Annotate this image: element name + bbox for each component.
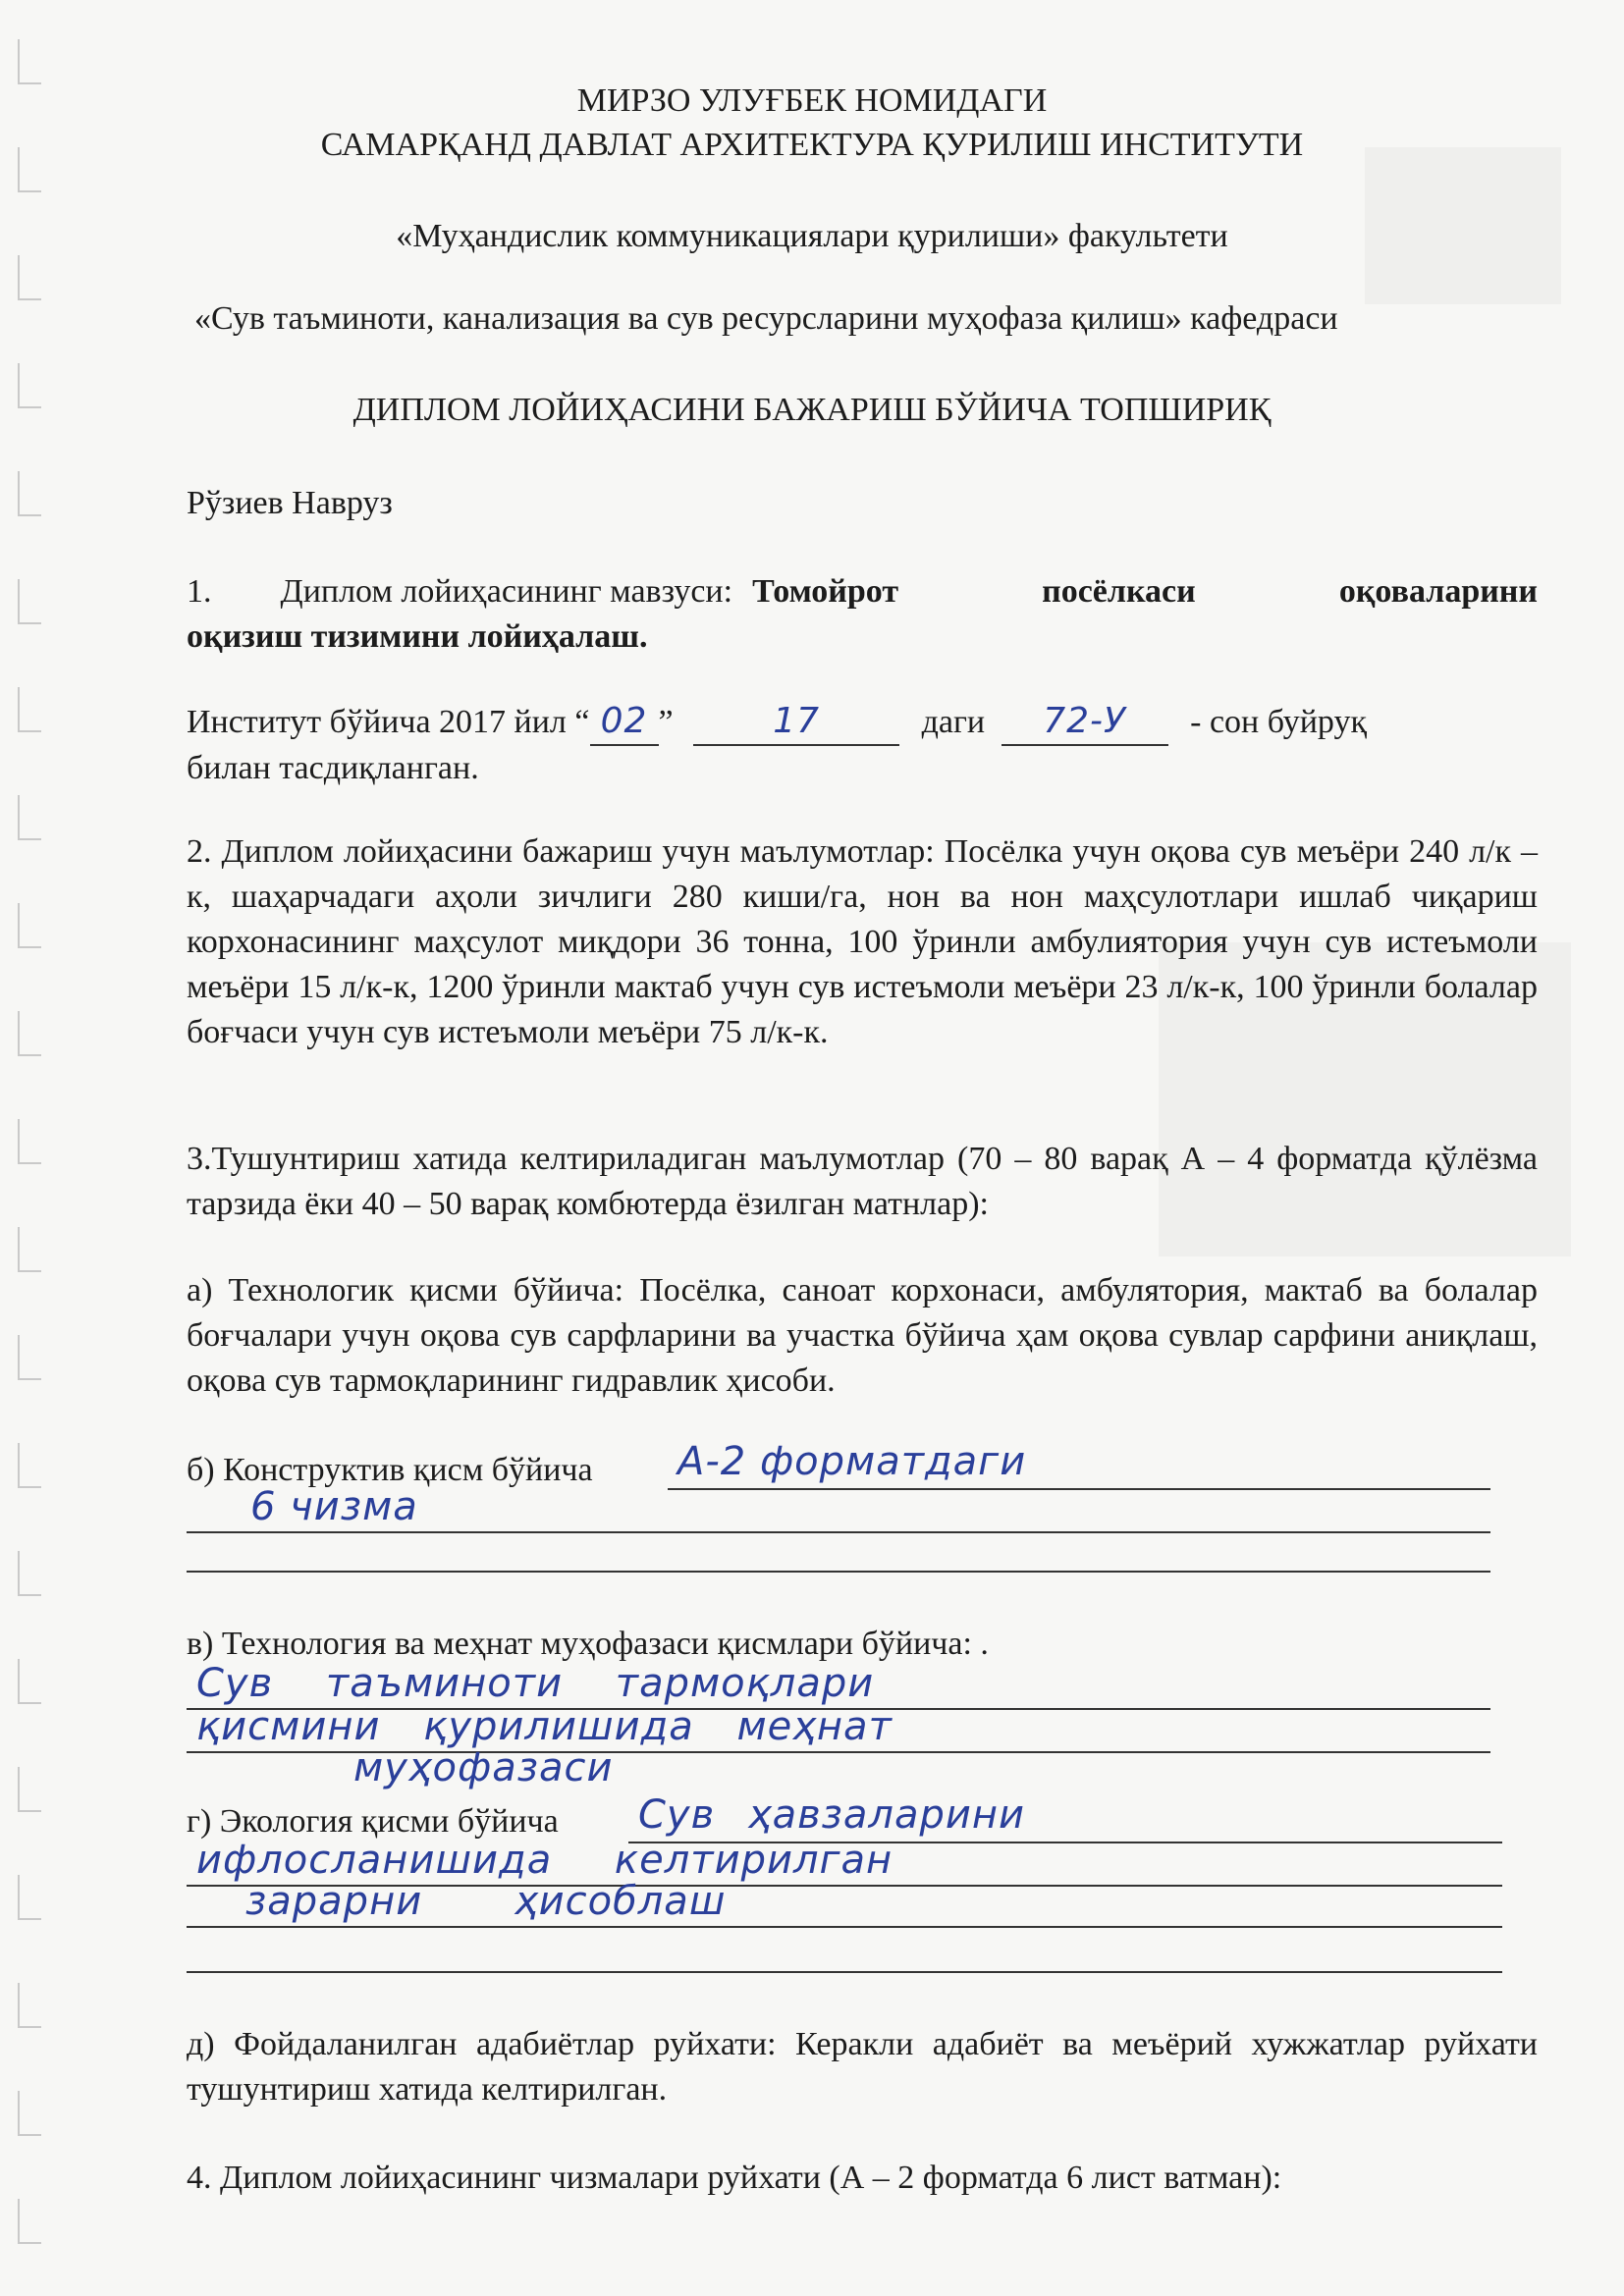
item3b-handwritten-line2: 6 чизма	[250, 1484, 418, 1529]
item3-explanatory-note: 3.Тушунтириш хатида келтириладиган маълумотлар (70 – 80 варақ А – 4 форматда қўлёзма тарзида ёки 40 – 50 варақ комбютерда ёзилган матнлар):	[187, 1141, 1538, 1222]
item3v-handwritten-line3: муҳофазаси	[353, 1745, 614, 1790]
binder-edge	[18, 39, 47, 2248]
item1-topic-line1: Томойрот посёлкаси оқоваларини	[752, 573, 1538, 610]
item2-initial-data: 2. Диплом лойиҳасини бажариш учун маълумотлар: Посёлка учун оқова сув меъёри 240 л/к – к, шаҳарчадаги аҳоли зичлиги 280 киши/га, нон ва нон маҳсулотлари ишлаб чиқариш корхонасининг маҳсулот миқдори 36 тонна, 100 ўринли амбулиятория учун сув истеъмоли меъёри 15 л/к-к, 1200 ўринли мактаб учун сув истеъмоли меъёри 23 л/к-к, 100 ўринли болалар боғчаси учун сув истеъмоли меъёри 75 л/к-к.	[187, 833, 1538, 1050]
item3g-rule3	[187, 1926, 1502, 1928]
item3v-label: в) Технология ва меҳнат муҳофазаси қисмлари бўйича: .	[187, 1626, 989, 1662]
approval-dated: даги	[921, 704, 986, 740]
approval-quote: ”	[658, 704, 674, 740]
institute-name-line1: МИРЗО УЛУҒБЕК НОМИДАГИ	[576, 82, 1048, 119]
institute-name-line2: САМАРҚАНД ДАВЛАТ АРХИТЕКТУРА ҚУРИЛИШ ИНСТИТУТИ	[320, 127, 1304, 163]
item1-number: 1.	[187, 573, 212, 610]
approval-line	[187, 699, 1538, 746]
item3a-technology-part: а) Технологик қисми бўйича: Посёлка, саноат корхонаси, амбулятория, мактаб ва болалар боғчалари учун оқова сув сарфларини ва участка бўйича ҳам оқова сувлар сарфини аниқлаш, оқова сув тармоқларининг гидравлик ҳисоби.	[187, 1272, 1538, 1399]
item3b-handwritten-line1: А-2 форматдаги	[677, 1439, 1027, 1484]
approval-prefix: Институт бўйича 2017 йил “	[187, 704, 590, 740]
approval-suffix: - сон буйруқ	[1190, 704, 1368, 740]
item3v-handwritten-line1: Сув таъминоти тармоқлари	[196, 1661, 875, 1706]
item3d-literature: д) Фойдаланилган адабиётлар руйхати: Керакли адабиёт ва меъёрий хужжатлар руйхати тушунтириш хатида келтирилган.	[187, 2026, 1538, 2108]
item3b-rule3	[187, 1571, 1490, 1573]
item3b-rule2	[187, 1531, 1490, 1533]
item4-drawings-list: 4. Диплом лойиҳасининг чизмалари руйхати (А – 2 форматда 6 лист ватман):	[187, 2160, 1282, 2196]
item1-topic	[187, 569, 1538, 660]
item1-topic-line2: оқизиш тизимини лойиҳалаш.	[187, 618, 648, 655]
item3b-rule1	[668, 1488, 1490, 1490]
item3g-handwritten-line2: ифлосланишида келтирилган	[196, 1838, 893, 1883]
item3g-handwritten-line1: Сув ҳавзаларини	[638, 1792, 1026, 1838]
item3b-label: б) Конструктив қисм бўйича	[187, 1452, 593, 1488]
department-name: «Сув таъминоти, канализация ва сув ресурсларини муҳофаза қилиш» кафедраси	[194, 300, 1338, 337]
approval-month-handwritten: 02	[590, 699, 659, 746]
approval-line2: билан тасдиқланган.	[187, 750, 479, 786]
approval-day-handwritten: 17	[693, 699, 899, 746]
item3g-rule4	[187, 1971, 1502, 1973]
student-name: Рўзиев Навруз	[187, 485, 393, 521]
item1-label: Диплом лойиҳасининг мавзуси:	[280, 573, 733, 610]
item3v-handwritten-line2: қисмини қурилишида меҳнат	[196, 1704, 893, 1749]
item3g-handwritten-line3: зарарни ҳисоблаш	[245, 1879, 727, 1924]
document-title: ДИПЛОМ ЛОЙИҲАСИНИ БАЖАРИШ БЎЙИЧА ТОПШИРИҚ	[352, 392, 1272, 428]
item3g-label: г) Экология қисми бўйича	[187, 1803, 559, 1840]
faculty-name: «Муҳандислик коммуникациялари қурилиши» факультети	[396, 218, 1228, 254]
approval-order-handwritten: 72-У	[1001, 699, 1168, 746]
